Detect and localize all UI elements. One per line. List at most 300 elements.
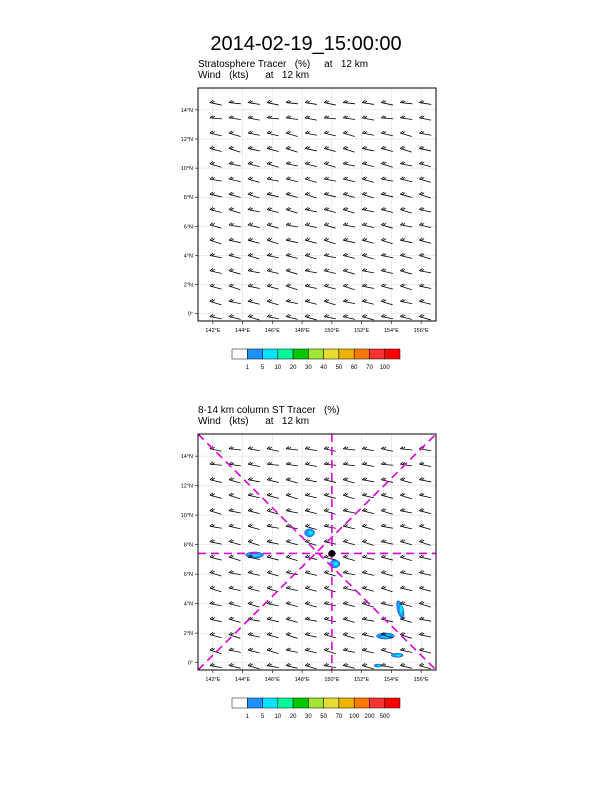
wind-barb bbox=[343, 462, 355, 466]
wind-barb bbox=[210, 586, 221, 592]
wind-barb-shaft bbox=[400, 480, 412, 483]
x-tick-label: 150°E bbox=[324, 328, 340, 334]
wind-barb bbox=[343, 555, 354, 561]
x-tick-label: 148°E bbox=[294, 328, 310, 334]
wind-barb bbox=[248, 648, 260, 653]
wind-barb bbox=[229, 617, 241, 623]
wind-barb-shaft bbox=[267, 619, 279, 622]
wind-barb bbox=[400, 663, 412, 668]
wind-barb-shaft bbox=[267, 495, 279, 498]
tracer-patch-core bbox=[400, 605, 403, 614]
wind-barb-shaft bbox=[381, 588, 392, 592]
wind-barb-shaft bbox=[305, 635, 317, 637]
wind-barb-shaft bbox=[210, 526, 222, 528]
colorbar-box bbox=[385, 698, 400, 708]
figure-title: 2014-02-19_15:00:00 bbox=[210, 33, 402, 55]
wind-barb bbox=[210, 555, 222, 560]
wind-barb bbox=[286, 447, 298, 450]
wind-barb bbox=[229, 539, 241, 544]
wind-barb bbox=[400, 524, 412, 529]
wind-barb bbox=[305, 462, 317, 466]
wind-barb-shaft bbox=[343, 635, 354, 639]
wind-barb-shaft bbox=[381, 511, 392, 515]
wind-barb-shaft bbox=[248, 604, 259, 608]
wind-barb-shaft bbox=[210, 666, 222, 668]
wind-barb-shaft bbox=[248, 495, 260, 497]
wind-barb bbox=[324, 478, 336, 483]
y-tick-label: 2°N bbox=[183, 282, 193, 289]
wind-barb bbox=[305, 447, 317, 451]
wind-barb bbox=[248, 524, 260, 530]
wind-barb-shaft bbox=[210, 604, 222, 606]
wind-barb-shaft bbox=[210, 619, 222, 622]
wind-barb-shaft bbox=[286, 557, 297, 561]
wind-barb bbox=[324, 617, 336, 622]
panel2-subtitle-wind: Wind (kts) at 12 km bbox=[198, 416, 310, 427]
wind-barb bbox=[343, 663, 355, 668]
y-tick-label: 12°N bbox=[180, 136, 193, 143]
wind-barb bbox=[210, 462, 222, 465]
wind-barbs bbox=[210, 447, 431, 669]
wind-barb bbox=[362, 586, 374, 591]
wind-barb-shaft bbox=[229, 588, 241, 590]
x-tick-label: 152°E bbox=[354, 677, 370, 683]
colorbar-label: 30 bbox=[305, 365, 312, 371]
wind-barb-shaft bbox=[248, 449, 260, 451]
wind-barb-shaft bbox=[343, 588, 355, 590]
wind-barb-shaft bbox=[324, 526, 336, 528]
wind-barb-shaft bbox=[362, 495, 374, 497]
wind-barb bbox=[305, 493, 317, 498]
wind-barb bbox=[286, 462, 298, 466]
wind-barb-shaft bbox=[362, 511, 374, 514]
wind-barb bbox=[286, 478, 298, 484]
wind-barb-shaft bbox=[229, 604, 241, 607]
wind-barb bbox=[343, 509, 355, 513]
wind-barb-shaft bbox=[381, 495, 393, 498]
wind-barb-shaft bbox=[248, 511, 260, 514]
wind-barb-shaft bbox=[229, 480, 241, 483]
wind-barb bbox=[267, 617, 279, 622]
wind-barb bbox=[343, 447, 355, 450]
wind-barb-shaft bbox=[400, 573, 412, 575]
wind-barb bbox=[229, 601, 241, 606]
wind-barb bbox=[248, 478, 260, 482]
wind-barb bbox=[343, 601, 355, 606]
colorbar-box bbox=[308, 698, 323, 708]
wind-barb bbox=[286, 601, 298, 606]
wind-barb-shaft bbox=[400, 495, 411, 499]
wind-barb bbox=[305, 586, 317, 591]
wind-barb bbox=[400, 478, 412, 484]
wind-barb-shaft bbox=[362, 650, 374, 653]
wind-barb-shaft bbox=[324, 635, 336, 638]
wind-barb-shaft bbox=[343, 511, 355, 513]
wind-barb bbox=[229, 478, 241, 484]
colorbar-label: 60 bbox=[350, 365, 358, 371]
wind-barb bbox=[210, 663, 222, 667]
wind-barb-shaft bbox=[229, 573, 241, 575]
wind-barb bbox=[400, 617, 412, 623]
wind-barb bbox=[362, 648, 374, 653]
wind-barb bbox=[286, 663, 298, 668]
panel1-subtitle-wind: Wind (kts) at 12 km bbox=[198, 70, 310, 81]
y-tick-label: 8°N bbox=[183, 542, 193, 549]
wind-barb bbox=[305, 617, 317, 621]
wind-barb-shaft bbox=[362, 666, 374, 669]
wind-barb bbox=[362, 570, 374, 575]
wind-barb bbox=[362, 493, 374, 498]
y-tick-label: 14°N bbox=[180, 454, 193, 461]
wind-barb bbox=[400, 539, 412, 544]
wind-barb-shaft bbox=[305, 464, 317, 466]
wind-barb bbox=[362, 663, 374, 669]
wind-barb-shaft bbox=[362, 480, 374, 482]
wind-barb-shaft bbox=[362, 635, 374, 637]
wind-barb-shaft bbox=[343, 495, 354, 499]
wind-barb bbox=[229, 648, 241, 652]
y-tick-label: 2°N bbox=[183, 631, 193, 638]
wind-barb-shaft bbox=[324, 495, 336, 498]
wind-barb-shaft bbox=[400, 557, 411, 561]
wind-barb bbox=[343, 586, 355, 591]
wind-barb-shaft bbox=[343, 619, 355, 622]
wind-barb bbox=[286, 555, 297, 561]
wind-barb bbox=[267, 478, 279, 483]
wind-barb bbox=[343, 524, 355, 529]
tracer-patch-core bbox=[395, 654, 401, 656]
wind-barb bbox=[210, 539, 222, 544]
colorbar-label: 30 bbox=[305, 714, 312, 720]
x-tick-label: 144°E bbox=[235, 677, 251, 683]
wind-barb-shaft bbox=[343, 573, 355, 575]
wind-barb bbox=[324, 493, 336, 498]
wind-barb-shaft bbox=[248, 635, 260, 637]
wind-barb-shaft bbox=[324, 619, 336, 622]
wind-barb bbox=[267, 539, 279, 544]
wind-barb-shaft bbox=[248, 650, 260, 653]
wind-barb-shaft bbox=[248, 526, 260, 529]
wind-barb bbox=[210, 570, 222, 576]
wind-barb-shaft bbox=[229, 650, 241, 652]
wind-barb-shaft bbox=[305, 619, 317, 621]
center-marker bbox=[328, 550, 335, 557]
wind-barb-shaft bbox=[400, 526, 412, 529]
wind-barb bbox=[381, 509, 392, 515]
x-tick-label: 142°E bbox=[205, 328, 221, 334]
colorbar-label: 500 bbox=[379, 714, 390, 720]
wind-barb bbox=[400, 493, 411, 499]
wind-barb-shaft bbox=[400, 650, 412, 652]
wind-barb-shaft bbox=[305, 604, 316, 608]
colorbar-box bbox=[293, 698, 308, 708]
wind-barb-shaft bbox=[267, 526, 279, 528]
wind-barb bbox=[324, 648, 335, 654]
wind-barb-shaft bbox=[324, 604, 336, 606]
wind-barb-shaft bbox=[286, 588, 298, 590]
wind-barb bbox=[248, 509, 260, 514]
wind-barb bbox=[248, 663, 260, 669]
colorbar-label: 70 bbox=[335, 714, 343, 720]
colorbar-label: 200 bbox=[364, 714, 375, 720]
wind-barb bbox=[381, 648, 392, 654]
wind-barb bbox=[210, 509, 221, 515]
wind-barb-shaft bbox=[305, 588, 317, 591]
wind-barb bbox=[324, 447, 336, 452]
wind-barb bbox=[210, 617, 222, 622]
wind-barb-shaft bbox=[267, 480, 279, 483]
y-tick-label: 10°N bbox=[180, 513, 193, 520]
wind-barb-shaft bbox=[210, 449, 222, 451]
wind-barb bbox=[229, 524, 241, 529]
wind-barb-shaft bbox=[343, 604, 355, 607]
wind-barb bbox=[248, 601, 259, 607]
wind-barb-shaft bbox=[305, 495, 317, 497]
colorbar-label: 40 bbox=[320, 365, 327, 371]
wind-barb bbox=[286, 509, 298, 513]
wind-barb bbox=[400, 555, 411, 561]
tracer-patch-core bbox=[308, 531, 313, 535]
wind-barb-shaft bbox=[400, 619, 412, 622]
wind-barb bbox=[229, 509, 241, 513]
colorbar-box bbox=[232, 698, 247, 708]
wind-barb bbox=[248, 586, 260, 591]
y-tick-label: 8°N bbox=[183, 195, 193, 202]
x-tick-label: 144°E bbox=[235, 328, 251, 334]
wind-barb bbox=[400, 648, 412, 652]
wind-barb bbox=[305, 524, 317, 530]
x-tick-label: 146°E bbox=[264, 677, 280, 683]
wind-barb bbox=[305, 570, 317, 575]
wind-barb-shaft bbox=[267, 449, 279, 451]
wind-barb-shaft bbox=[381, 650, 392, 654]
wind-barb-shaft bbox=[343, 449, 355, 450]
wind-barb bbox=[362, 617, 374, 621]
wind-barb-shaft bbox=[286, 650, 298, 652]
wind-barb-shaft bbox=[343, 542, 355, 545]
wind-barb bbox=[381, 493, 393, 498]
wind-barb-shaft bbox=[324, 588, 335, 592]
wind-barb bbox=[229, 447, 241, 450]
wind-barb bbox=[400, 447, 412, 450]
wind-barb bbox=[229, 586, 241, 591]
colorbar-label: 1 bbox=[245, 365, 249, 371]
y-tick-label: 0° bbox=[187, 311, 193, 318]
wind-barb-shaft bbox=[286, 635, 297, 639]
wind-barb bbox=[362, 555, 374, 559]
wind-barb-shaft bbox=[362, 604, 373, 608]
x-tick-label: 154°E bbox=[383, 328, 399, 334]
colorbar-label: 50 bbox=[320, 714, 327, 720]
wind-barb-shaft bbox=[229, 542, 241, 545]
wind-barb bbox=[248, 570, 260, 575]
wind-barb-shaft bbox=[210, 464, 222, 465]
wind-barb bbox=[267, 570, 279, 576]
wind-barb bbox=[362, 478, 374, 482]
wind-barb bbox=[343, 539, 355, 544]
wind-barb bbox=[362, 447, 374, 451]
wind-barb-shaft bbox=[343, 526, 355, 529]
wind-barb bbox=[324, 570, 336, 576]
colorbar-box bbox=[354, 698, 369, 708]
y-tick-label: 10°N bbox=[180, 166, 193, 173]
wind-barb-shaft bbox=[400, 511, 412, 513]
wind-barb bbox=[248, 462, 260, 466]
colorbar-label: 5 bbox=[260, 365, 265, 371]
wind-barb-shaft bbox=[286, 619, 298, 622]
wind-barb-shaft bbox=[286, 480, 298, 483]
wind-barb-shaft bbox=[362, 526, 374, 529]
wind-barb bbox=[229, 493, 240, 499]
y-tick-label: 6°N bbox=[183, 572, 193, 579]
wind-barb-shaft bbox=[324, 480, 336, 483]
wind-barb bbox=[324, 524, 336, 528]
wind-barb bbox=[381, 570, 393, 576]
x-tick-label: 150°E bbox=[324, 677, 340, 683]
wind-barb-shaft bbox=[210, 650, 221, 654]
y-tick-label: 12°N bbox=[180, 483, 193, 490]
wind-barb-shaft bbox=[248, 480, 260, 482]
wind-barb-shaft bbox=[305, 511, 317, 514]
wind-barb-shaft bbox=[286, 449, 298, 450]
wind-barb-shaft bbox=[229, 495, 240, 499]
wind-barb bbox=[210, 524, 222, 528]
wind-barb-shaft bbox=[267, 604, 279, 606]
wind-barb bbox=[362, 462, 374, 466]
wind-barb bbox=[305, 648, 317, 653]
x-tick-label: 156°E bbox=[413, 328, 429, 334]
wind-barb-shaft bbox=[362, 449, 374, 451]
colorbar-label: 5 bbox=[260, 714, 265, 720]
wind-barb bbox=[210, 493, 222, 498]
panel1-subtitle: Stratosphere Tracer (%) at 12 km bbox=[198, 59, 369, 70]
wind-barb bbox=[362, 509, 374, 514]
colorbar-box bbox=[339, 698, 354, 708]
wind-barb-shaft bbox=[210, 635, 222, 638]
wind-barb bbox=[286, 586, 298, 591]
wind-barb-shaft bbox=[400, 542, 412, 545]
wind-barb-shaft bbox=[343, 557, 354, 561]
colorbar-label: 10 bbox=[274, 714, 282, 720]
wind-barb-shaft bbox=[229, 619, 241, 622]
wind-barb-shaft bbox=[324, 666, 336, 668]
wind-barb-shaft bbox=[267, 464, 279, 465]
wind-barb-shaft bbox=[210, 480, 222, 483]
wind-barb-shaft bbox=[400, 588, 412, 590]
wind-barb bbox=[324, 462, 336, 465]
wind-barb bbox=[286, 648, 298, 652]
wind-barb-shaft bbox=[248, 464, 260, 466]
tracer-patch-core bbox=[377, 665, 381, 667]
wind-barb-shaft bbox=[210, 588, 221, 592]
wind-barb-shaft bbox=[229, 449, 241, 450]
wind-barb-shaft bbox=[286, 604, 298, 607]
wind-barb bbox=[267, 663, 279, 667]
wind-barb-shaft bbox=[343, 650, 355, 652]
wind-barb bbox=[267, 524, 279, 528]
wind-barb bbox=[267, 493, 279, 498]
colorbar-box bbox=[324, 698, 339, 708]
wind-barb bbox=[343, 493, 354, 499]
colorbar-label: 10 bbox=[274, 365, 282, 371]
wind-barb bbox=[343, 478, 355, 484]
y-tick-label: 4°N bbox=[183, 601, 193, 608]
wind-barb-shaft bbox=[324, 464, 336, 465]
wind-barb bbox=[286, 493, 297, 499]
wind-barb-shaft bbox=[400, 449, 412, 450]
y-tick-label: 0° bbox=[187, 660, 193, 667]
wind-barb-shaft bbox=[286, 495, 297, 499]
wind-barb bbox=[286, 539, 298, 544]
x-tick-label: 148°E bbox=[294, 677, 310, 683]
colorbar-box bbox=[278, 698, 293, 708]
wind-barb-shaft bbox=[210, 511, 221, 515]
wind-barb bbox=[324, 509, 335, 515]
wind-barb bbox=[305, 601, 316, 607]
wind-barb-shaft bbox=[362, 557, 374, 559]
y-tick-label: 6°N bbox=[183, 224, 193, 231]
tracer-patch-core bbox=[333, 562, 338, 566]
wind-barb-shaft bbox=[324, 650, 335, 654]
wind-barb-shaft bbox=[248, 588, 260, 591]
wind-barb bbox=[248, 447, 260, 451]
wind-barb-shaft bbox=[286, 511, 298, 513]
wind-barb bbox=[267, 462, 279, 465]
wind-barb-shaft bbox=[343, 666, 355, 669]
wind-barb-shaft bbox=[267, 650, 278, 654]
wind-barb-shaft bbox=[324, 542, 336, 544]
x-tick-label: 156°E bbox=[413, 677, 429, 683]
wind-barb-shaft bbox=[286, 464, 298, 466]
wind-barb bbox=[381, 586, 392, 592]
wind-barb bbox=[210, 478, 222, 483]
wind-barb bbox=[305, 509, 317, 514]
y-tick-label: 4°N bbox=[183, 253, 193, 260]
colorbar-label: 100 bbox=[349, 714, 360, 720]
wind-barb-shaft bbox=[210, 542, 222, 544]
wind-barb-shaft bbox=[267, 557, 279, 560]
colorbar-box bbox=[263, 698, 278, 708]
colorbar-label: 100 bbox=[379, 365, 390, 371]
wind-barb-shaft bbox=[305, 449, 317, 451]
wind-barb-shaft bbox=[286, 542, 298, 545]
wind-barb-shaft bbox=[210, 495, 222, 498]
colorbar-label: 50 bbox=[335, 365, 343, 371]
wind-barb-shaft bbox=[229, 666, 241, 669]
x-tick-label: 154°E bbox=[383, 677, 399, 683]
wind-barb bbox=[286, 617, 298, 623]
wind-barb bbox=[400, 509, 412, 513]
wind-barb bbox=[267, 555, 279, 560]
wind-barb-shaft bbox=[343, 464, 355, 466]
wind-barb-shaft bbox=[324, 511, 335, 515]
y-tick-label: 14°N bbox=[180, 107, 193, 114]
wind-barb-shaft bbox=[305, 480, 317, 482]
wind-barb-shaft bbox=[286, 666, 298, 669]
wind-barb bbox=[343, 617, 355, 623]
panel2-subtitle: 8-14 km column ST Tracer (%) bbox=[198, 405, 340, 416]
wind-barb-shaft bbox=[362, 619, 374, 621]
wind-barb-shaft bbox=[267, 666, 279, 668]
wind-barb-shaft bbox=[343, 480, 355, 483]
wind-barb bbox=[343, 648, 355, 652]
x-tick-label: 142°E bbox=[205, 677, 221, 683]
x-tick-label: 146°E bbox=[264, 328, 280, 334]
wind-barb bbox=[229, 663, 241, 668]
colorbar-box bbox=[247, 698, 262, 708]
wind-barb-shaft bbox=[400, 666, 412, 669]
colorbar-label: 1 bbox=[245, 714, 249, 720]
